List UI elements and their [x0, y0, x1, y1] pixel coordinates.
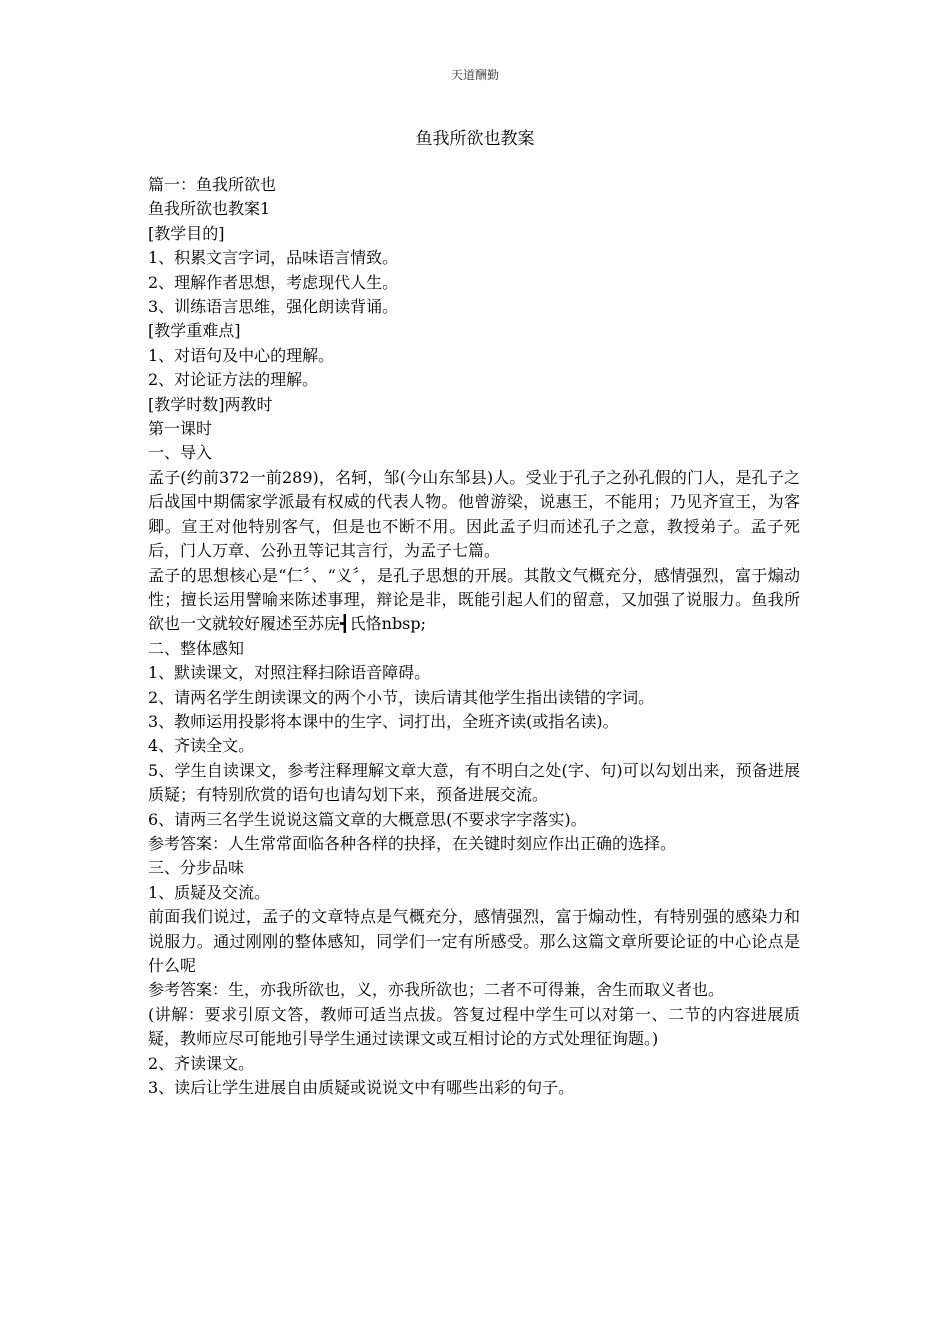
list-item: 3、训练语言思维，强化朗读背诵。 [148, 297, 399, 317]
paragraph: 孟子的思想核心是“仁〞、“义〞，是孔子思想的开展。其散文气概充分，感情强烈，富于煽动性；擅长运用譬喻来陈述事理，辩论是非，既能引起人们的留意，又加强了说服力。鱼我所欲也一文就较好履述至苏庑┫氏恪nbsp; [148, 565, 800, 634]
list-item: 4、齐读全文。 [148, 736, 255, 756]
answer-paragraph: 参考答案：人生常常面临各种各样的抉择，在关键时刻应作出正确的选择。 [148, 833, 677, 853]
lesson-heading: 第一课时 [148, 419, 213, 439]
page-header: 天道酬勤 [450, 68, 499, 82]
list-item: 1、对语句及中心的理解。 [148, 345, 335, 365]
section-label-hours: [教学时数]两教时 [148, 394, 273, 414]
paragraph: 前面我们说过，孟子的文章特点是气概充分，感情强烈，富于煽动性，有特别强的感染力和说服力。通过刚刚的整体感知，同学们一定有所感受。那么这篇文章所要论证的中心论点是什么呢 [148, 907, 800, 975]
list-item: 2、对论证方法的理解。 [148, 370, 319, 390]
document-body [148, 173, 800, 1100]
note-paragraph: (讲解：要求引原文答，教师可适当点拔。答复过程中学生可以对第一、二节的内容进展质疑，教师应尽可能地引导学生通过读课文或互相讨论的方式处理征询题。) [148, 1004, 800, 1049]
step-heading: 一、导入 [148, 443, 213, 463]
paragraph: 孟子(约前372一前289)，名轲，邹(今山东邹县)人。受业于孔子之孙孔假的门人，是孔子之后战国中期儒家学派最有权威的代表人物。他曾游梁，说惠王，不能用；乃见齐宣王，为客卿。宣王对他特别客气，但是也不断不用。因此孟子归而述孔子之意，教授弟子。孟子死后，门人万章、公孙丑等记其言行，为孟子七篇。 [148, 467, 800, 561]
list-item: 5、学生自读课文，参考注释理解文章大意，有不明白之处(字、句)可以勾划出来，预备进展质疑；有特别欣赏的语句也请勾划下来，预备进展交流。 [148, 760, 800, 805]
section-label-objectives: [教学目的] [148, 223, 225, 243]
list-item: 3、读后让学生进展自由质疑或说说文中有哪些出彩的句子。 [148, 1078, 575, 1098]
answer-paragraph: 参考答案：生，亦我所欲也，义，亦我所欲也；二者不可得兼，舍生而取义者也。 [148, 980, 725, 1000]
section-label-key-points: [教学重难点] [148, 321, 241, 341]
list-item: 6、请两三名学生说说这篇文章的大概意思(不要求字字落实)。 [148, 809, 587, 829]
list-item: 1、质疑及交流。 [148, 882, 271, 902]
document-title: 鱼我所欲也教案 [415, 129, 535, 149]
step-heading: 二、整体感知 [148, 638, 245, 658]
list-item: 1、默读课文，对照注释扫除语音障碍。 [148, 663, 431, 683]
step-heading: 三、分步品味 [148, 858, 245, 878]
list-item: 3、教师运用投影将本课中的生字、词打出，全班齐读(或指名读)。 [148, 711, 619, 731]
list-item: 2、理解作者思想，考虑现代人生。 [148, 272, 399, 292]
list-item: 2、请两名学生朗读课文的两个小节，读后请其他学生指出读错的字词。 [148, 687, 655, 707]
list-item: 2、齐读课文。 [148, 1053, 255, 1073]
subtitle: 鱼我所欲也教案1 [148, 199, 271, 219]
list-item: 1、积累文言字词，品味语言情致。 [148, 248, 399, 268]
section-heading: 篇一：鱼我所欲也 [148, 175, 277, 194]
